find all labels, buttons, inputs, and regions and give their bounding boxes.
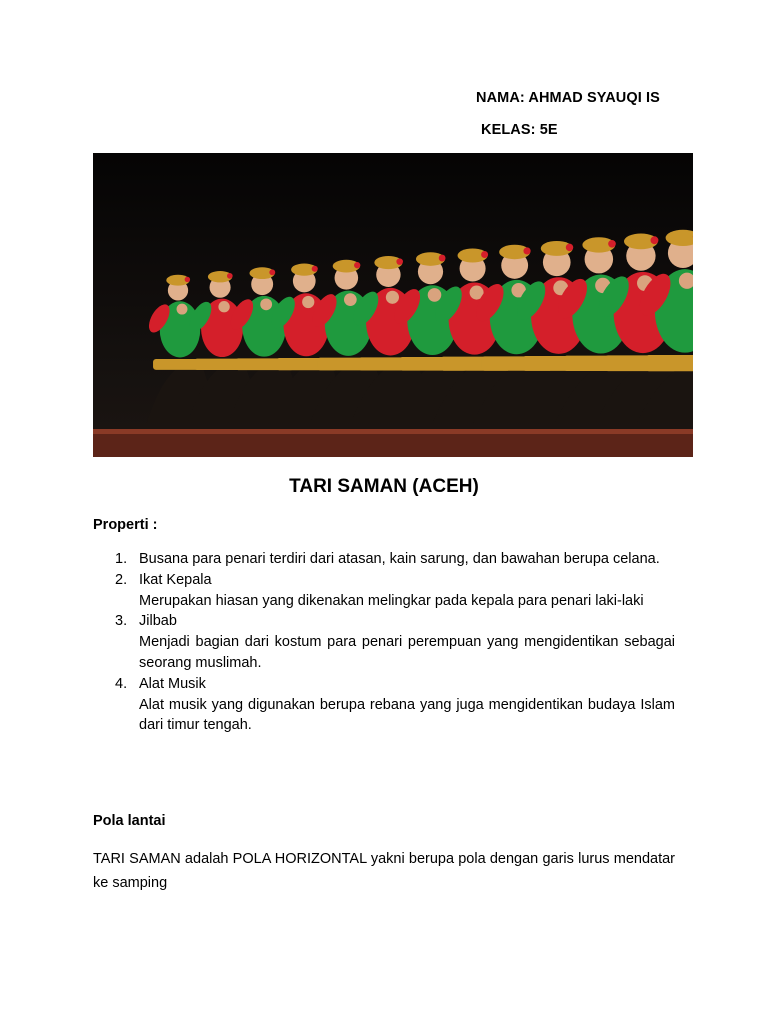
dancers-illustration [93, 153, 693, 457]
list-item-title: Jilbab [139, 613, 177, 630]
page-title: TARI SAMAN (ACEH) [289, 476, 479, 497]
student-name: NAMA: AHMAD SYAUQI IS [476, 90, 660, 106]
list-item-detail: Menjadi bagian dari kostum para penari perempuan yang mengidentikan sebagai seorang muslimah. [139, 634, 675, 671]
list-item [93, 570, 675, 612]
list-number: 4. [115, 675, 128, 692]
list-item [93, 611, 675, 673]
pola-paragraph: TARI SAMAN adalah POLA HORIZONTAL yakni berupa pola dengan garis lurus mendatar ke samping [93, 851, 675, 891]
list-item-detail: Alat musik yang digunakan berupa rebana yang juga mengidentikan budaya Islam dari timur tengah. [139, 696, 675, 734]
properti-list [93, 549, 675, 736]
properti-heading: Properti : [93, 517, 158, 533]
dancers-photo [93, 153, 693, 457]
list-item-title: Ikat Kepala [139, 571, 212, 588]
student-class: KELAS: 5E [481, 122, 558, 138]
list-item [93, 674, 675, 736]
list-item-text: Busana para penari terdiri dari atasan, kain sarung, dan bawahan berupa celana. [139, 551, 660, 567]
list-number: 2. [115, 571, 128, 588]
pola-heading: Pola lantai [93, 813, 166, 829]
list-item-detail: Merupakan hiasan yang dikenakan melingkar pada kepala para penari laki-laki [139, 592, 644, 609]
list-item-title: Alat Musik [139, 675, 206, 692]
list-item [93, 549, 675, 570]
list-number: 1. [115, 551, 128, 567]
list-number: 3. [115, 613, 128, 630]
